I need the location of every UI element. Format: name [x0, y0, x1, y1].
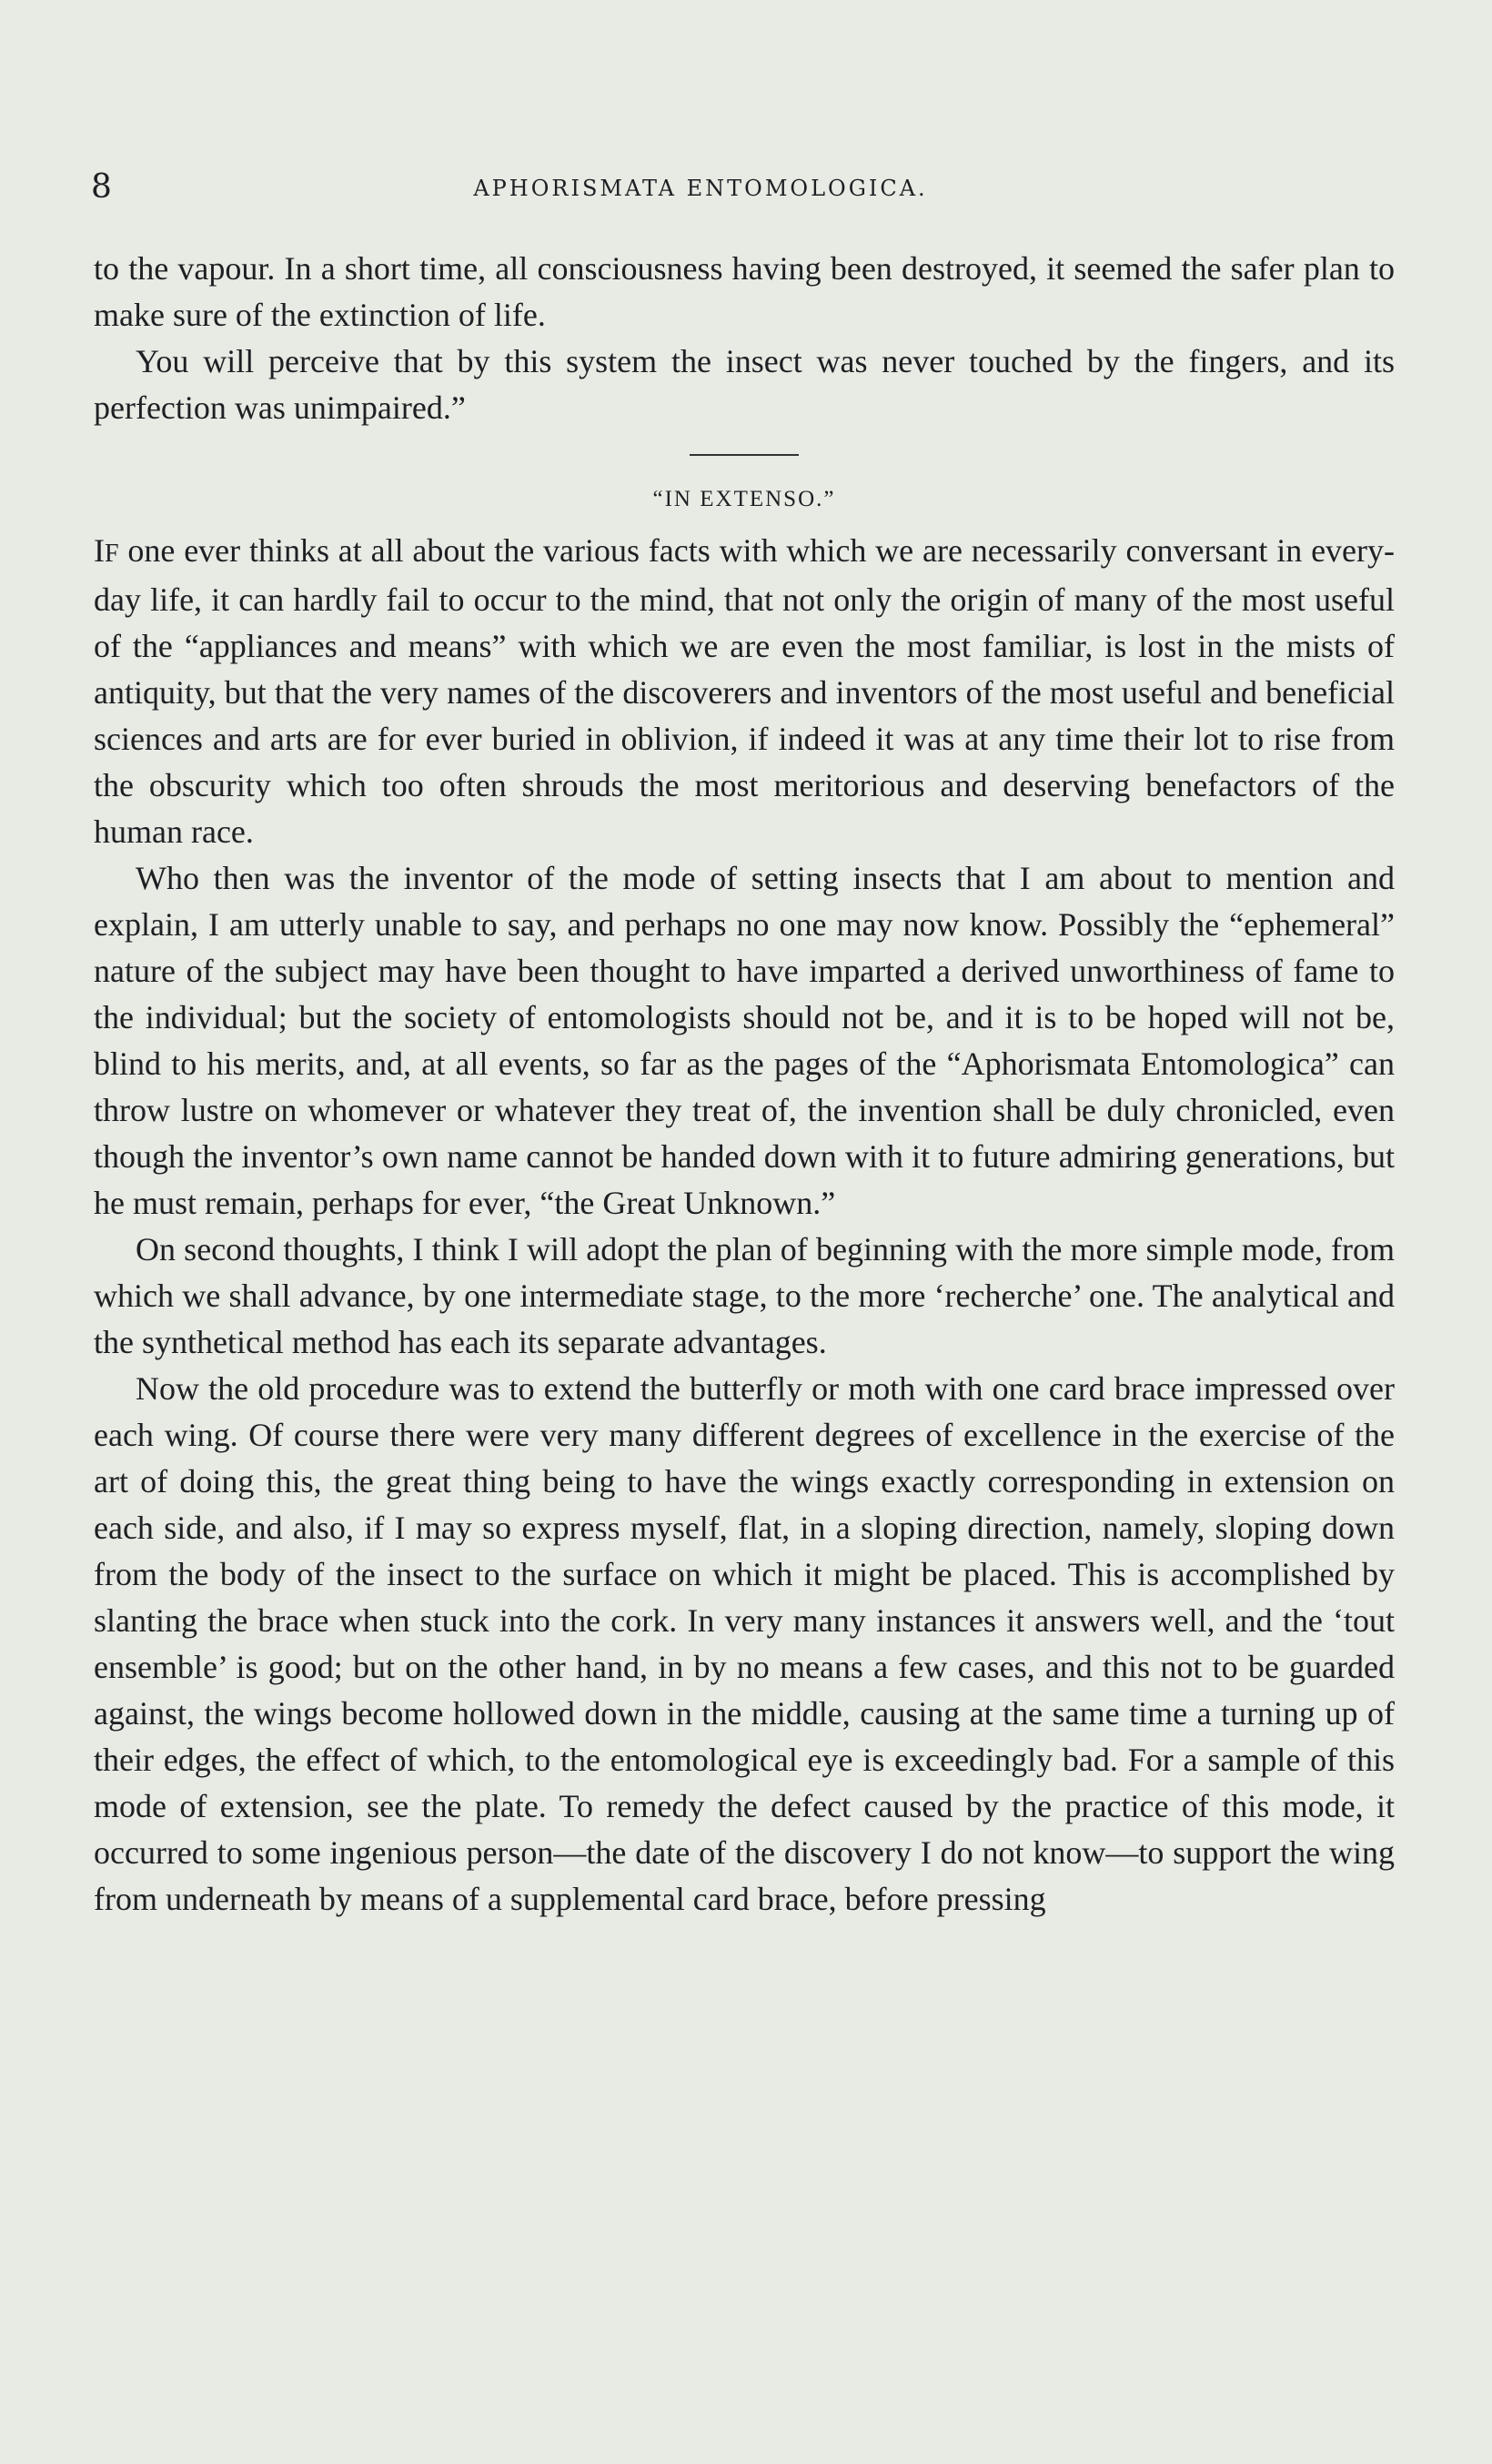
- small-caps-letter: F: [105, 540, 119, 568]
- drop-cap: I: [94, 532, 105, 569]
- paragraph-continued: to the vapour. In a short time, all consciousness having been destroyed, it seemed the safer plan to make sure of the extinction of life.: [94, 250, 1395, 333]
- paragraph-second-thoughts: On second thoughts, I think I will adopt the plan of beginning with the more simple mode, from which we shall advance, by one intermediate stage, to the more ‘recherche’ one. The analytical and the synthetical method has each its separate advantages.: [94, 1231, 1395, 1360]
- section-first-paragraph: [94, 528, 1395, 855]
- section-title: “IN EXTENSO.”: [652, 487, 836, 511]
- paragraph-inventor: Who then was the inventor of the mode of setting insects that I am about to mention and explain, I am utterly unable to say, and perhaps no one may now know. Possibly the “ephemeral” nature of the subject may have been thought to have imparted a derived unworthiness of fame to the individual; but the society of entomologists should not be, and it is to be hoped will not be, blind to his merits, and, at all events, so far as the pages of the “Aphorismata Entomologica” can throw lustre on whomever or whatever they treat of, the invention shall be duly chronicled, even though the inventor’s own name cannot be handed down with it to future admiring generations, but he must remain, perhaps for ever, “the Great Unknown.”: [94, 860, 1395, 1221]
- page-number: 8: [91, 168, 112, 206]
- page-header: [91, 168, 1401, 223]
- section-divider: [690, 454, 799, 456]
- first-paragraph-text: one ever thinks at all about the various facts with which we are necessarily conversant in every-day life, it can hardly fail to occur to the mind, that not only the origin of many of the most useful of the “appliances and means” with which we are even the most familiar, is lost in the mists of antiquity, but that the very names of the discoverers and inventors of the most useful and beneficial sciences and arts are for ever buried in oblivion, if indeed it was at any time their lot to rise from the obscurity which too often shrouds the most meritorious and deserving benefactors of the human race.: [94, 532, 1395, 850]
- paragraph-old-procedure: Now the old procedure was to extend the butterfly or moth with one card brace impressed over each wing. Of course there were very many different degrees of excellence in the exercise of the art of doing this, the great thing being to have the wings exactly corresponding in extension on each side, and also, if I may so express myself, flat, in a sloping direction, namely, sloping down from the body of the insect to the surface on which it might be placed. This is accomplished by slanting the brace when stuck into the cork. In very many instances it answers well, and the ‘tout ensemble’ is good; but on the other hand, in by no means a few cases, and this not to be guarded against, the wings become hollowed down in the middle, causing at the same time a turning up of their edges, the effect of which, to the entomological eye is exceedingly bad. For a sample of this mode of extension, see the plate. To remedy the defect caused by the practice of this mode, it occurred to some ingenious person—the date of the discovery I do not know—to support the wing from underneath by means of a supplemental card brace, before pressing: [94, 1370, 1395, 1917]
- running-title: APHORISMATA ENTOMOLOGICA.: [473, 176, 928, 201]
- paragraph-quote-end: You will perceive that by this system the insect was never touched by the fingers, and its perfection was unimpaired.”: [94, 343, 1395, 426]
- body-text: [94, 246, 1395, 1923]
